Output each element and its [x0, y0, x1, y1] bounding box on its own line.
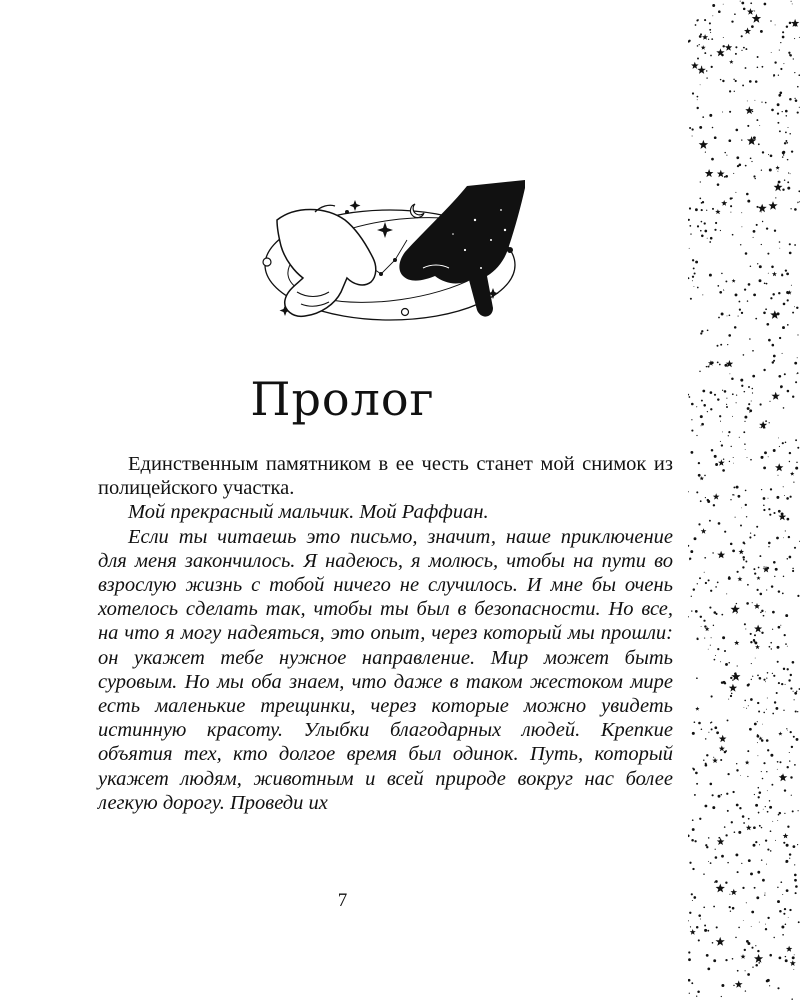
stars-icon: [688, 0, 800, 1000]
chapter-title: Пролог: [250, 372, 435, 426]
holding-hands-illustration: [255, 180, 525, 340]
paragraph-letter: Если ты читаешь это письмо, значит, наше приключение для меня закончилось. Я надеюсь, я молюсь, чтобы на пути во взрослую жизнь с тобой ничего не случилось. И мне бы очень хотелось сделать так, чтобы ты был в безопасности. Но все, на что я могу надеяться, это опыт, через который мы прошли: он укажет тебе нужное направление. Мир может быть суровым. Но мы оба знаем, что даже в таком жестоком мире есть маленькие трещинки, через которые можно увидеть истинную красоту. Улыбки благодарных людей. Крепкие объятия тех, кто долгое время был одинок. Путь, который укажет людям, животным и всей природе вокруг нас более легкую дорогу. Проведи их: [98, 525, 673, 814]
paragraph-epigraph: Единственным памятником в ее честь станет мой снимок из полицейского участка.: [98, 453, 673, 500]
starfield-border: [688, 0, 800, 1000]
hands-icon: [255, 180, 525, 340]
page-number: 7: [337, 890, 348, 911]
chapter-body: [98, 452, 673, 815]
paragraph-address: Мой прекрасный мальчик. Мой Раффиан.: [128, 501, 489, 524]
